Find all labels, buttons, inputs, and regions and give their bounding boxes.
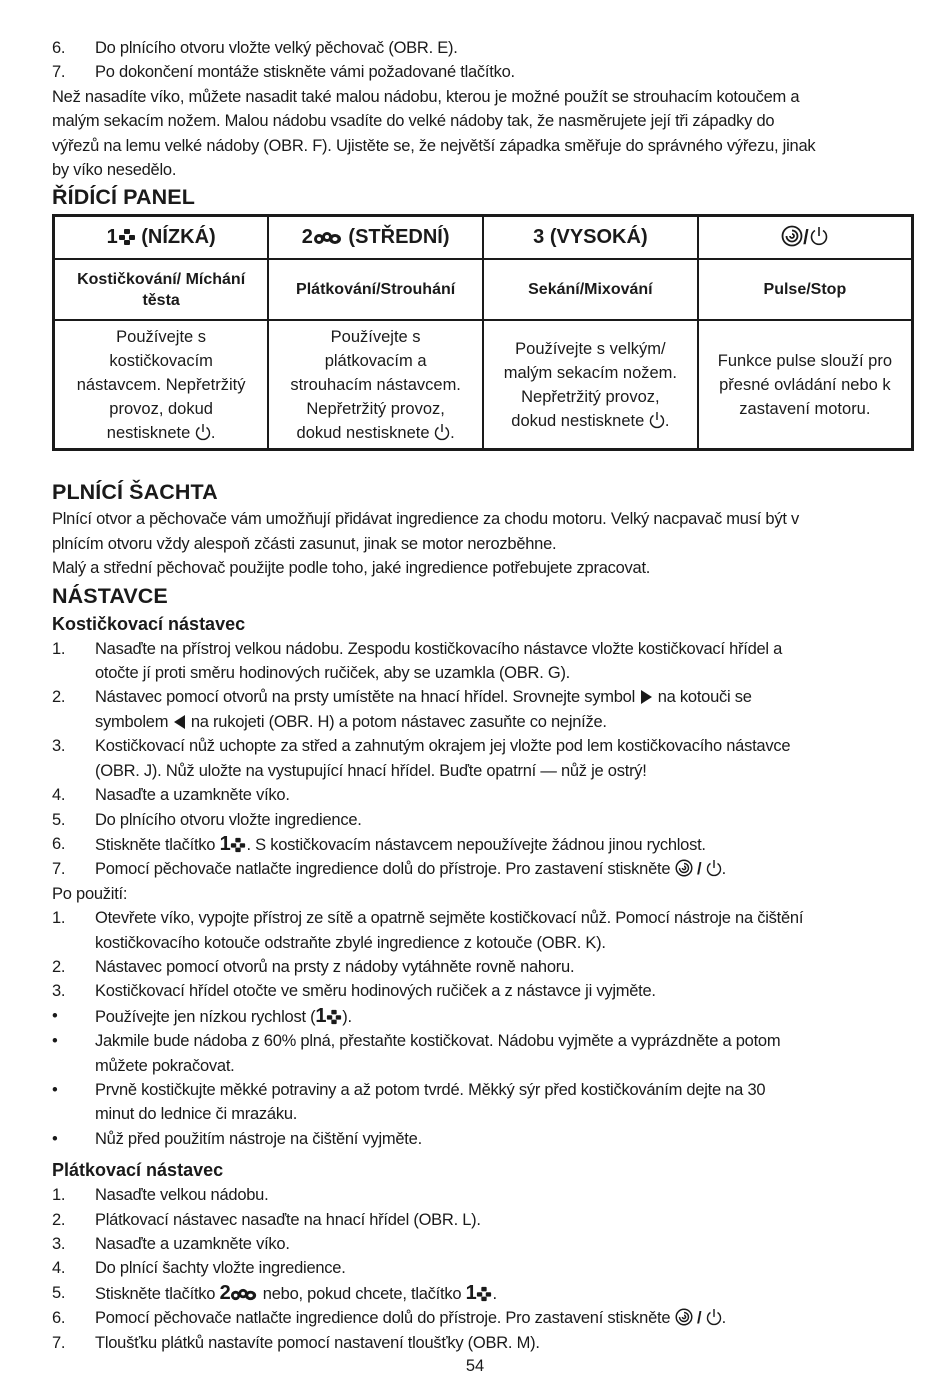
list-item (52, 1232, 914, 1256)
item-number: 4. (52, 1259, 66, 1278)
desc-line: Používejte s (330, 327, 421, 346)
speed-number: 2 (219, 1281, 231, 1304)
item-number: 7. (52, 860, 66, 879)
power-icon (195, 423, 211, 441)
list-item (52, 1183, 914, 1207)
desc-line: Používejte s velkým/ (515, 339, 666, 358)
text-span: . (721, 1309, 726, 1328)
speed-number: 2 (301, 226, 313, 249)
item-number: 7. (52, 1333, 66, 1352)
item-number: 4. (52, 786, 66, 805)
speed-number: 1 (219, 832, 231, 855)
paragraph-line: plnícím otvoru vždy alespoň zčásti zasunut, jinak se motor nerozběhne. (52, 534, 557, 553)
list-item (52, 60, 914, 84)
text-line: Prvně kostičkujte měkké potraviny a až potom tvrdé. Měkký sýr před kostičkováním dejte na 30 (95, 1080, 766, 1099)
item-text: Nůž před použitím nástroje na čištění vyjměte. (95, 1129, 422, 1148)
pulse-stop-header (698, 216, 913, 260)
desc-line: provoz, dokud (109, 399, 213, 418)
list-item (52, 832, 914, 857)
paragraph-line: Než nasadíte víko, můžete nasadit také malou nádobu, kterou je možné použít se strouhacím kotoučem a (52, 87, 800, 106)
item-text: Po dokončení montáže stiskněte vámi požadované tlačítko. (95, 63, 515, 82)
pulse-icon (675, 1308, 693, 1326)
desc-line (275, 421, 476, 445)
feed-tube-heading: PLNÍCÍ ŠACHTA (52, 480, 218, 505)
item-number: 1. (52, 639, 66, 658)
desc-line: strouhacím nástavcem. (290, 375, 461, 394)
text-span: Pomocí pěchovače natlačte ingredience dolů do přístroje. Pro zastavení stiskněte (95, 860, 671, 879)
text-span: Používejte jen nízkou rychlost ( (95, 1007, 316, 1026)
item-text (95, 1004, 914, 1029)
dice-icon (230, 837, 246, 853)
desc-end: . (210, 423, 216, 442)
item-number: 5. (52, 1283, 66, 1302)
slash: / (696, 1309, 702, 1328)
item-text: Nasaďte a uzamkněte víko. (95, 1235, 290, 1253)
intro-paragraph (52, 85, 914, 183)
text-span: Stiskněte tlačítko (95, 1284, 216, 1303)
triangle-right-icon (639, 689, 653, 705)
speed-number: 1 (106, 226, 118, 249)
bullet-item (52, 1029, 914, 1078)
item-number: 2. (52, 957, 66, 976)
text-line: Nasaďte na přístroj velkou nádobu. Zespodu kostičkovacího nástavce vložte kostičkovací hřídel a (95, 639, 783, 658)
desc-line: plátkovacím a (324, 351, 427, 370)
item-text: Tloušťku plátků nastavíte pomocí nastavení tloušťky (OBR. M). (95, 1333, 540, 1352)
desc-medium (268, 320, 483, 450)
slices-icon (230, 1287, 258, 1302)
item-text: Do plnící šachty vložte ingredience. (95, 1259, 346, 1278)
text-span: na rukojeti (OBR. H) a potom nástavec zasuňte co nejníže. (190, 712, 607, 731)
function-chopping: Sekání/Mixování (483, 259, 698, 320)
desc-high (483, 320, 698, 450)
text-line: Otevřete víko, vypojte přístroj ze sítě a opatrně sejměte kostičkovací nůž. Pomocí nástroje na čištění (95, 909, 804, 928)
text-span: Pomocí pěchovače natlačte ingredience dolů do přístroje. Pro zastavení stiskněte (95, 1309, 671, 1328)
text-line: otočte jí proti směru hodinových ručiček, aby se uzamkla (OBR. G). (95, 664, 571, 683)
text-span: . (492, 1284, 497, 1303)
power-icon (649, 411, 665, 429)
item-text (95, 637, 914, 686)
list-item (52, 1256, 914, 1280)
list-item (52, 808, 914, 832)
paragraph-line: Malý a střední pěchovač použijte podle toho, jaké ingredience potřebujete zpracovat. (52, 559, 651, 578)
item-text: Do plnícího otvoru vložte velký pěchovač (OBR. E). (95, 39, 458, 57)
pulse-icon (675, 859, 693, 877)
desc-line: malým sekacím nožem. (503, 363, 678, 382)
paragraph-line: výřezů na lemu velké nádoby (OBR. F). Ujistěte se, že největší západka směřuje do správného výřezu, jinak (52, 136, 816, 155)
slices-icon (313, 230, 343, 246)
desc-line: nástavcem. Nepřetržitý (76, 375, 246, 394)
speed-low-header (54, 216, 269, 260)
bullet-item (52, 1127, 914, 1151)
desc-line (490, 409, 691, 433)
desc-end: . (664, 411, 670, 430)
desc-line: přesné ovládání nebo k (719, 375, 891, 394)
bullet: • (52, 1129, 58, 1148)
slicing-heading: Plátkovací nástavec (52, 1160, 224, 1181)
list-item (52, 979, 914, 1003)
item-number: 3. (52, 1235, 66, 1253)
item-text: Nástavec pomocí otvorů na prsty z nádoby vytáhněte rovně nahoru. (95, 957, 575, 976)
desc-line: Nepřetržitý provoz, (306, 399, 445, 418)
text-span: Nástavec pomocí otvorů na prsty umístěte na hnací hřídel. Srovnejte symbol (95, 688, 636, 707)
desc-pulse (698, 320, 913, 450)
text-span: Stiskněte tlačítko (95, 835, 216, 854)
text-span: ). (342, 1007, 352, 1026)
attachments-heading: NÁSTAVCE (52, 583, 168, 608)
list-item (52, 685, 914, 734)
dicing-heading: Kostičkovací nástavec (52, 613, 246, 634)
text-line: minut do lednice či mrazáku. (95, 1105, 298, 1124)
item-text: Nasaďte velkou nádobu. (95, 1186, 269, 1205)
dice-icon (326, 1009, 342, 1025)
paragraph-line: malým sekacím nožem. Malou nádobu vsadíte do velké nádoby tak, že nasměrujete její tři západky do (52, 112, 775, 131)
text-span: . S kostičkovacím nástavcem nepoužívejte žádnou jinou rychlost. (246, 835, 706, 854)
list-item (52, 1208, 914, 1232)
paragraph-line: Plnící otvor a pěchovače vám umožňují přidávat ingredience za chodu motoru. Velký nacpavač musí být v (52, 510, 799, 529)
list-item (52, 36, 914, 60)
triangle-left-icon (173, 714, 187, 730)
speed-medium-header (268, 216, 483, 260)
page-number: 54 (465, 1357, 485, 1375)
document-page (52, 36, 914, 1355)
function-dicing: Kostičkování/ Míchání těsta (54, 259, 269, 320)
speed-high-header: 3 (VYSOKÁ) (483, 216, 698, 260)
item-number: 6. (52, 39, 66, 57)
desc-line: Nepřetržitý provoz, (521, 387, 660, 406)
power-icon (809, 225, 829, 247)
item-text (95, 857, 914, 881)
item-number: 2. (52, 1210, 66, 1229)
speed-name: (NÍZKÁ) (141, 226, 216, 249)
after-use-label: Po použití: (52, 884, 128, 903)
desc-end: . (450, 423, 455, 442)
item-text (95, 734, 914, 783)
text-line: Kostičkovací nůž uchopte za střed a zahnutým okrajem jej vložte pod lem kostičkovacího nástavce (95, 737, 791, 756)
list-item (52, 637, 914, 686)
desc-line (61, 421, 261, 445)
desc-line: Funkce pulse slouží pro (717, 351, 892, 370)
speed-number: 1 (315, 1004, 327, 1027)
speed-number: 1 (465, 1281, 477, 1304)
item-number: 7. (52, 63, 66, 82)
list-item (52, 857, 914, 881)
desc-line: zastavení motoru. (739, 399, 871, 418)
text-line: Jakmile bude nádoba z 60% plná, přestaňte kostičkovat. Nádobu vyjměte a vyprázdněte a potom (95, 1032, 781, 1051)
speed-name: (STŘEDNÍ) (348, 226, 450, 249)
item-number: 2. (52, 688, 66, 707)
list-item (52, 906, 914, 955)
item-number: 1. (52, 1186, 66, 1205)
list-item (52, 1306, 914, 1330)
bullet-item (52, 1004, 914, 1029)
bullet: • (52, 1032, 58, 1051)
desc-line: Používejte s (116, 327, 207, 346)
power-icon (706, 859, 722, 877)
list-item (52, 783, 914, 807)
desc-text: dokud nestisknete (511, 411, 645, 430)
item-text (95, 1029, 914, 1078)
list-item (52, 1281, 914, 1306)
text-span: nebo, pokud chcete, tlačítko (262, 1284, 462, 1303)
pulse-icon (781, 225, 803, 247)
text-span: . (721, 860, 726, 879)
item-number: 3. (52, 982, 66, 1001)
item-text (95, 832, 914, 857)
item-text: Do plnícího otvoru vložte ingredience. (95, 810, 362, 829)
function-pulse: Pulse/Stop (698, 259, 913, 320)
item-text (95, 685, 914, 734)
text-span: na kotouči se (657, 688, 752, 707)
item-number: 3. (52, 737, 66, 756)
dice-icon (476, 1286, 492, 1302)
desc-low (54, 320, 269, 450)
slash: / (696, 860, 702, 879)
text-span: symbolem (95, 712, 169, 731)
item-text (95, 1078, 914, 1127)
bullet: • (52, 1080, 58, 1099)
text-line: kostičkovacího kotouče odstraňte zbylé ingredience z kotouče (OBR. K). (95, 933, 606, 952)
control-panel-table (52, 214, 914, 451)
item-number: 1. (52, 909, 66, 928)
list-item (52, 734, 914, 783)
control-panel-heading: ŘÍDÍCÍ PANEL (52, 185, 195, 210)
function-slicing: Plátkování/Strouhání (268, 259, 483, 320)
list-item (52, 955, 914, 979)
item-number: 5. (52, 810, 66, 829)
power-icon (434, 423, 450, 441)
power-icon (706, 1308, 722, 1326)
bullet-item (52, 1078, 914, 1127)
dice-icon (118, 228, 136, 246)
slash: / (803, 227, 809, 250)
item-number: 6. (52, 834, 66, 853)
item-text: Nasaďte a uzamkněte víko. (95, 786, 290, 805)
item-text (95, 1281, 914, 1306)
desc-text: nestisknete (106, 423, 191, 442)
bullet: • (52, 1006, 58, 1025)
item-number: 6. (52, 1309, 66, 1328)
item-text: Plátkovací nástavec nasaďte na hnací hřídel (OBR. L). (95, 1210, 481, 1229)
list-item (52, 1331, 914, 1355)
desc-text: dokud nestisknete (296, 423, 430, 442)
text-line: (OBR. J). Nůž uložte na vystupující hnací hřídel. Buďte opatrní — nůž je ostrý! (95, 761, 647, 780)
item-text (95, 1306, 914, 1330)
desc-line: kostičkovacím (109, 351, 213, 370)
item-text: Kostičkovací hřídel otočte ve směru hodinových ručiček a z nástavce ji vyjměte. (95, 982, 656, 1001)
text-line: můžete pokračovat. (95, 1056, 235, 1075)
item-text (95, 906, 914, 955)
paragraph-line: by víko nesedělo. (52, 161, 177, 180)
